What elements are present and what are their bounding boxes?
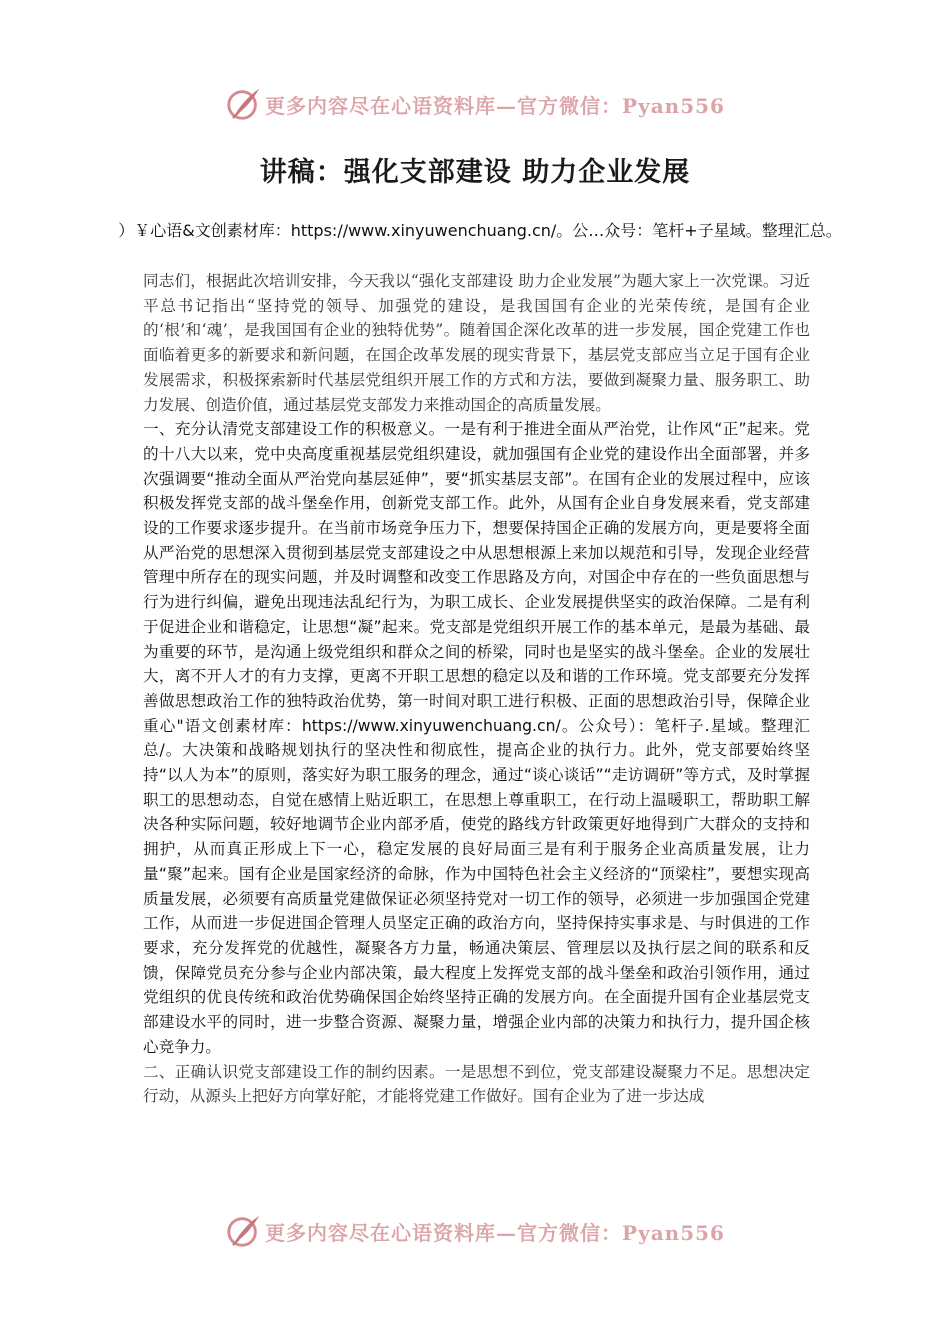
- quill-pen-logo-icon: [225, 85, 263, 123]
- page-title: 讲稿：强化支部建设 助力企业发展: [259, 157, 691, 188]
- document-body: [143, 269, 810, 1109]
- quill-pen-logo-icon: [225, 1212, 263, 1250]
- section-one-paragraph: 一、充分认清党支部建设工作的积极意义。一是有利于推进全面从严治党，让作风“正”起来。党的十八大以来，党中央高度重视基层党组织建设，就加强国有企业党的建设作出全面部署，并多次强调要“推动全面从严治党向基层延伸”，要“抓实基层支部”。在国有企业的发展过程中，应该积极发挥党支部的战斗堡垒作用，创新党支部工作。此外，从国有企业自身发展来看，党支部建设的工作要求逐步提升。在当前市场竞争压力下，想要保持国企正确的发展方向，更是要将全面从严治党的思想深入贯彻到基层党支部建设之中从思想根源上来加以规范和引导，发现企业经营管理中所存在的现实问题，并及时调整和改变工作思路及方向，对国企中存在的一些负面思想与行为进行纠偏，避免出现违法乱纪行为，为职工成长、企业发展提供坚实的政治保障。二是有利于促进企业和谐稳定，让思想“凝”起来。党支部是党组织开展工作的基本单元，是最为基础、最为重要的环节，是沟通上级党组织和群众之间的桥梁，同时也是坚实的战斗堡垒。企业的发展壮大，离不开人才的有力支撑，更离不开职工思想的稳定以及和谐的工作环境。党支部要充分发挥善做思想政治工作的独特政治优势，第一时间对职工进行积极、正面的思想政治引导，保障企业重心"语文创素材库：https://www.xinyuwenchuang.cn/。公众号）：笔杆子.星域。整理汇总/。大决策和战略规划执行的坚决性和彻底性，提高企业的执行力。此外，党支部要始终坚持“以人为本”的原则，落实好为职工服务的理念，通过“谈心谈话”“走访调研”等方式，及时掌握职工的思想动态，自觉在感情上贴近职工，在思想上尊重职工，在行动上温暖职工，帮助职工解决各种实际问题，较好地调节企业内部矛盾，使党的路线方针政策更好地得到广大群众的支持和拥护，从而真正形成上下一心，稳定发展的良好局面三是有利于服务企业高质量发展，让力量“聚”起来。国有企业是国家经济的命脉，作为中国特色社会主义经济的“顶梁柱”，要想实现高质量发展，必须要有高质量党建做保证必须坚持党对一切工作的领导，必须进一步加强国企党建工作，从而进一步促进国企管理人员坚定正确的政治方向，坚持保持实事求是、与时俱进的工作要求，充分发挥党的优越性，凝聚各方力量，畅通决策层、管理层以及执行层之间的联系和反馈，保障党员充分参与企业内部决策，最大程度上发挥党支部的战斗堡垒和政治引领作用，通过党组织的优良传统和政治优势确保国企始终坚持正确的发展方向。在全面提升国有企业基层党支部建设水平的同时，进一步整合资源、凝聚力量，增强企业内部的决策力和执行力，提升国企核心竞争力。: [143, 420, 810, 1056]
- header-watermark-banner: [0, 82, 950, 126]
- header-banner-text: 更多内容尽在心语资料库—官方微信：Pyan556: [265, 93, 725, 118]
- section-two-paragraph: 二、正确认识党支部建设工作的制约因素。一是思想不到位，党支部建设凝聚力不足。思想决定行动，从源头上把好方向掌好舵，才能将党建工作做好。国有企业为了进一步达成: [143, 1062, 810, 1106]
- footer-banner-text: 更多内容尽在心语资料库—官方微信：Pyan556: [265, 1220, 725, 1245]
- footer-watermark-banner: [0, 1209, 950, 1253]
- source-note: ）￥心语&文创素材库：https://www.xinyuwenchuang.cn/。公…众号：笔杆+子星域。整理汇总。: [118, 221, 842, 240]
- intro-paragraph: 同志们，根据此次培训安排，今天我以“强化支部建设 助力企业发展”为题大家上一次党课。习近平总书记指出“坚持党的领导、加强党的建设，是我国国有企业的光荣传统，是国有企业的‘根’和‘魂’，是我国国有企业的独特优势”。随着国企深化改革的进一步发展，国企党建工作也面临着更多的新要求和新问题，在国企改革发展的现实背景下，基层党支部应当立足于国有企业发展需求，积极探索新时代基层党组织开展工作的方式和方法，要做到凝聚力量、服务职工、助力发展、创造价值，通过基层党支部发力来推动国企的高质量发展。: [143, 272, 810, 414]
